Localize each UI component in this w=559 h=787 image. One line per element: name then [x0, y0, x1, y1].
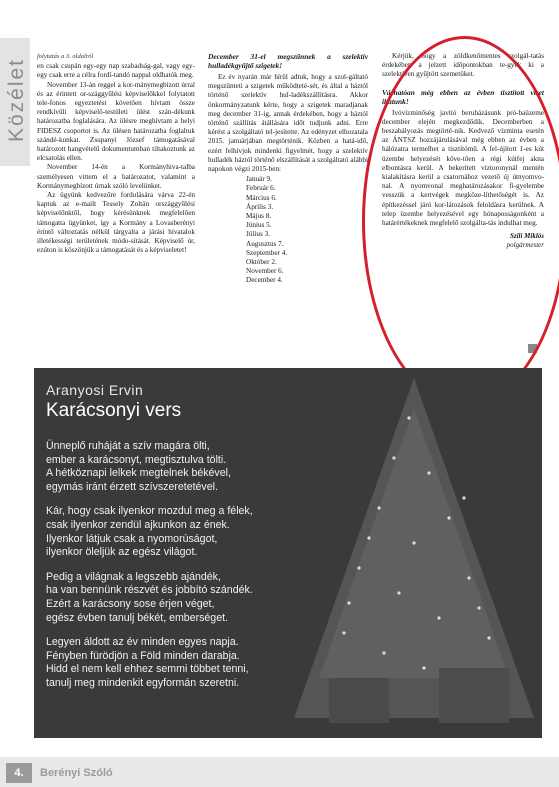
poem-line: csak ilyenkor zendül ajkunkon az ének. — [46, 518, 230, 531]
paragraph: Kérjük, hogy a zöldkenőmentes szolgál-tatás érdekében a jelzett időpontokban te-gyék ki a szelektíven gyűjtött szemetüket. — [382, 52, 544, 79]
collection-schedule — [208, 175, 368, 285]
paragraph: Ivóvízminőség javító beruházásunk pró-baüzeme december elején megkezdődik. Decemberben a beszabályozás megtörté-nik. Kedvező vízminta esetén az ÁNTSZ hozzájárulásával még ebben az évben a hálózatra termelhet a tisztítómű. A fel-újított 1-es kút üzembe helyezését köve-tően a régi kútfej akna elbontásra kerül. A bekerített víztoronynál mentén kialakításra kerül a csatornához vezető új útnyomvo-nal. A nyomvonal meghatározásakor fi-gyelembe vesszük a kertvégek megköze-líthetőségét is. Az építkezéssel járó kor-látozások feloldásra kerülnek. A telep üzembe helyezésével egy hónaposságonként a határértékeknek megfelelő szolgálta-tás indulhat meg. — [382, 108, 544, 228]
highlight-circle — [362, 36, 559, 406]
poem-line: egész évben tanulj békét, emberséget. — [46, 611, 228, 624]
article-heading: December 31-el megszűnnek a szelektív hulladékgyűjtő szigetek! — [208, 52, 368, 70]
poem-stanza — [46, 636, 366, 690]
schedule-date: Június 5. — [246, 221, 272, 230]
schedule-date: Április 3. — [246, 202, 274, 211]
column-2 — [208, 52, 368, 286]
poem-line: Kár, hogy csak ilyenkor mozdul meg a félek, — [46, 505, 253, 518]
schedule-date: Szeptember 4. — [246, 248, 288, 257]
schedule-date: Január 9. — [246, 175, 272, 184]
poem-title: Karácsonyi vers — [46, 400, 182, 421]
poem-author: Aranyosi Ervin — [46, 382, 144, 398]
poem-stanza — [46, 571, 366, 625]
poem-line: ha van bennünk részvét és jobbító szándék. — [46, 584, 253, 597]
paragraph: November 14-én a Kormányhiva-talba személyesen vittem el a határozatot, valamint a Kormánymegbízott úrnak szóló levelünket. — [37, 163, 195, 190]
poem-stanza — [46, 505, 366, 559]
poem-line: Fényben fürödjön a Föld minden darabja. — [46, 649, 240, 662]
poem-line: Hidd el nem kell ehhez semmi többet tenni, — [46, 663, 249, 676]
schedule-date: December 4. — [246, 276, 283, 285]
paragraph: Ez év nyarán már hírül adtuk, hogy a szol-gáltató megszünteti a szigetek működteté-sét, és által a háztól történő szelektív hul-ladékszállításra. Akkor önkormányzatunk kérte, hogy a szigetek maradjanak meg december 31-ig, annak érdekében, hogy a háztól történő szállítás átállására időt tudjunk adni. Erre kérést a szolgáltató tel-jesítette. Az edényzet elhozatala 2015. januárjában megtörténik. Közben a hatá-idő, ezért felhívjuk mindenki figyelmét, hogy a szelektív hulladék háztól történő elszállítását a szolgáltató alábbi napokon végzi 2015-ben: — [208, 73, 368, 174]
page-footer — [0, 757, 559, 787]
schedule-date: Augusztus 7. — [246, 239, 284, 248]
publication-name: Berényi Szóló — [40, 767, 113, 779]
poem-line: egymás iránt érzett szívszeretetével. — [46, 480, 218, 493]
schedule-date: Július 3. — [246, 230, 270, 239]
poem-stanza — [46, 440, 366, 494]
poem-panel — [34, 368, 542, 738]
poem-line: A hétköznapi lelkek megtelnek békével, — [46, 467, 231, 480]
poem-line: ilyenkor öleljük az egész világot. — [46, 546, 198, 559]
poem-line: Ilyenkor látjuk csak a nyomorúságot, — [46, 532, 218, 545]
poem-line: Legyen áldott az év minden egyes napja. — [46, 636, 239, 649]
page-number: 4. — [6, 763, 32, 783]
paragraph: Az ügyünk kedvezőre fordulására várva 22-én kaptuk az e-mailt Tessely Zoltán országgyűlési képviselőnktől, hogy kérésünknek megfelelően támogatta ügyünket, így a Kormány a Lovasberényi érintő változtatás nélkül tárgyalta a járási hivatalok illetékességi területének módo-sítását. Képviselő úr, ezúton is köszönjük a támogatását és a képviseletet! — [37, 191, 195, 255]
poem-line: Ezért a karácsony sose érjen véget, — [46, 597, 215, 610]
signature-title: polgármester — [506, 241, 544, 250]
poem — [46, 382, 366, 702]
schedule-date: Február 6. — [246, 184, 276, 193]
poem-line: tanulj meg mindenkit egyformán szeretni. — [46, 676, 240, 689]
poem-line: Ünneplő ruháját a szív magára ölti, — [46, 440, 210, 452]
schedule-date: Március 6. — [246, 193, 277, 202]
column-1 — [37, 52, 195, 255]
paragraph: November 13-án reggel a kor-mánymegbízott úrral és az érintett or-szággyűlési képviselőkkel folytatott tele-fonos egyeztetést követően hívtam össze rendkívüli képviselő-testületi ülést szán-dékunk határozatba foglalására. Az ülésre meghívtam a helyi FIDESZ csoportot is. Az ülésen határozatba foglaltuk szándé-kunkat. Zsupanyi József támogatásával határozott hangvételű dokumentumban tiltakoztunk az elcsatolás ellen. — [37, 80, 195, 163]
poem-line: ember a karácsonyt, megtisztulva tölti. — [46, 453, 227, 466]
paragraph: en csak csupán egy-egy nap szabadság-gal, vagy egy-egy csak erre a célra fordí-tandó nappal oldhatók meg. — [37, 62, 195, 80]
poem-line: Pedig a világnak a legszebb ajándék, — [46, 570, 221, 583]
continuation-label: folytatás a 3. oldalról — [37, 53, 94, 60]
article-heading: Várhatóan még ebben az évben tisztított vizet ihatunk! — [382, 87, 544, 106]
section-title: Közélet — [5, 57, 28, 143]
schedule-date: November 6. — [246, 267, 284, 276]
schedule-date: Október 2. — [246, 258, 277, 267]
signature-name: Szili Miklós — [509, 232, 544, 241]
schedule-date: Május 8. — [246, 212, 272, 221]
